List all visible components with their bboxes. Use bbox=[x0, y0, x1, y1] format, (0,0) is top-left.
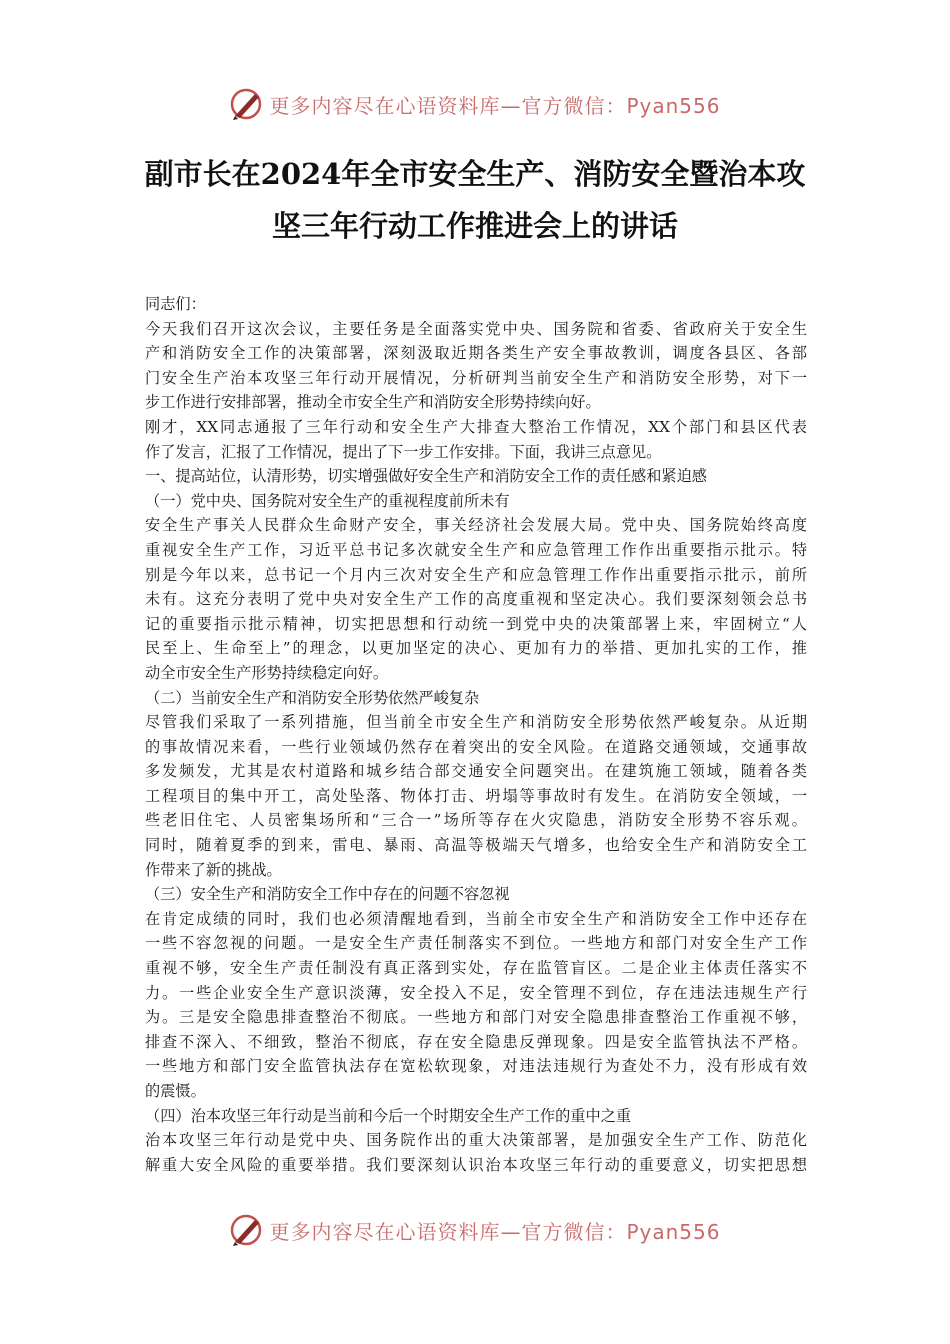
text-line: 解重大安全风险的重要举措。我们要深刻认识治本攻坚三年行动的重要意义，切实把思想 bbox=[145, 1155, 807, 1174]
text-line: 动全市安全生产形势持续稳定向好。 bbox=[145, 663, 388, 682]
text-line: 未有。这充分表明了党中央对安全生产工作的高度重视和坚定决心。我们要深刻领会总书 bbox=[145, 590, 807, 609]
paragraph-report bbox=[145, 415, 807, 464]
text-line: 排查不深入、不细致，整治不彻底，存在安全隐患反弹现象。四是安全监管执法不严格。 bbox=[145, 1032, 807, 1051]
text-line: 产和消防安全工作的决策部署，深刻汲取近期各类生产安全事故教训，调度各县区、各部 bbox=[145, 344, 807, 363]
pen-logo-icon bbox=[229, 86, 265, 122]
text-line: 一些不容忽视的问题。一是安全生产责任制落实不到位。一些地方和部门对安全生产工作 bbox=[145, 934, 807, 953]
greeting: 同志们： bbox=[145, 295, 206, 313]
subsection-heading: （二）当前安全生产和消防安全形势依然严峻复杂 bbox=[145, 688, 480, 707]
watermark-banner-top bbox=[0, 84, 950, 124]
text-line: 记的重要指示批示精神，切实把思想和行动统一到党中央的决策部署上来，牢固树立“人 bbox=[145, 614, 807, 633]
text-line: 民至上、生命至上”的理念，以更加坚定的决心、更加有力的举措、更加扎实的工作，推 bbox=[145, 639, 807, 658]
document-title bbox=[130, 148, 820, 252]
text-line: 治本攻坚三年行动是党中央、国务院作出的重大决策部署，是加强安全生产工作、防范化 bbox=[145, 1131, 807, 1150]
text-line: 在肯定成绩的同时，我们也必须清醒地看到，当前全市安全生产和消防安全工作中还存在 bbox=[145, 909, 807, 928]
text-line: 别是今年以来，总书记一个月内三次对安全生产和应急管理工作作出重要指示批示，前所 bbox=[145, 565, 807, 584]
text-line: 些老旧住宅、人员密集场所和“三合一”场所等存在火灾隐患，消防安全形势不容乐观。 bbox=[145, 811, 807, 830]
watermark-text: 更多内容尽在心语资料库—官方微信：Pyan556 bbox=[269, 1219, 721, 1244]
text-line: 力。一些企业安全生产意识淡薄，安全投入不足，安全管理不到位，存在违法违规生产行 bbox=[145, 983, 807, 1002]
paragraph-problems bbox=[145, 907, 807, 1104]
text-line: 安全生产事关人民群众生命财产安全，事关经济社会发展大局。党中央、国务院始终高度 bbox=[145, 516, 807, 535]
paragraph-situation bbox=[145, 710, 807, 882]
paragraph-importance bbox=[145, 513, 807, 685]
text-line: 步工作进行安排部署，推动全市安全生产和消防安全形势持续向好。 bbox=[145, 393, 601, 412]
watermark-text: 更多内容尽在心语资料库—官方微信：Pyan556 bbox=[269, 93, 721, 118]
text-line: 为。三是安全隐患排查整治不彻底。一些地方和部门对安全隐患排查整治工作重视不够， bbox=[145, 1008, 807, 1027]
paragraph-intro bbox=[145, 317, 807, 415]
text-line: 的事故情况来看，一些行业领域仍然存在着突出的安全风险。在道路交通领域，交通事故 bbox=[145, 737, 807, 756]
subsection-heading: （三）安全生产和消防安全工作中存在的问题不容忽视 bbox=[145, 885, 510, 904]
section-heading: 一、提高站位，认清形势，切实增强做好安全生产和消防安全工作的责任感和紧迫感 bbox=[145, 467, 707, 486]
text-line: 一些地方和部门安全监管执法存在宽松软现象，对违法违规行为查处不力，没有形成有效 bbox=[145, 1057, 807, 1076]
subsection-heading: （一）党中央、国务院对安全生产的重视程度前所未有 bbox=[145, 491, 510, 510]
title-line: 副市长在2024年全市安全生产、消防安全暨治本攻 bbox=[144, 157, 806, 191]
text-line: 门安全生产治本攻坚三年行动开展情况，分析研判当前安全生产和消防安全形势，对下一 bbox=[145, 368, 807, 387]
text-line: 作带来了新的挑战。 bbox=[145, 860, 282, 879]
text-line: 重视不够，安全生产责任制没有真正落到实处，存在监管盲区。二是企业主体责任落实不 bbox=[145, 959, 807, 978]
text-line: 同时，随着夏季的到来，雷电、暴雨、高温等极端天气增多，也给安全生产和消防安全工 bbox=[145, 836, 807, 855]
text-line: 多发频发，尤其是农村道路和城乡结合部交通安全问题突出。在建筑施工领域，随着各类 bbox=[145, 762, 807, 781]
pen-logo-icon bbox=[229, 1212, 265, 1248]
document-body bbox=[145, 292, 807, 1177]
text-line: 刚才，XX同志通报了三年行动和安全生产大排查大整治工作情况，XX个部门和县区代表 bbox=[145, 417, 807, 436]
paragraph-campaign bbox=[145, 1128, 807, 1177]
text-line: 重视安全生产工作，习近平总书记多次就安全生产和应急管理工作作出重要指示批示。特 bbox=[145, 540, 807, 559]
title-line: 坚三年行动工作推进会上的讲话 bbox=[271, 209, 678, 243]
text-line: 尽管我们采取了一系列措施，但当前全市安全生产和消防安全形势依然严峻复杂。从近期 bbox=[145, 713, 807, 732]
watermark-banner-bottom bbox=[0, 1210, 950, 1250]
text-line: 今天我们召开这次会议，主要任务是全面落实党中央、国务院和省委、省政府关于安全生 bbox=[145, 319, 807, 338]
text-line: 工程项目的集中开工，高处坠落、物体打击、坍塌等事故时有发生。在消防安全领域，一 bbox=[145, 786, 807, 805]
subsection-heading: （四）治本攻坚三年行动是当前和今后一个时期安全生产工作的重中之重 bbox=[145, 1106, 631, 1125]
text-line: 作了发言，汇报了工作情况，提出了下一步工作安排。下面，我讲三点意见。 bbox=[145, 442, 662, 461]
text-line: 的震慑。 bbox=[145, 1082, 206, 1100]
